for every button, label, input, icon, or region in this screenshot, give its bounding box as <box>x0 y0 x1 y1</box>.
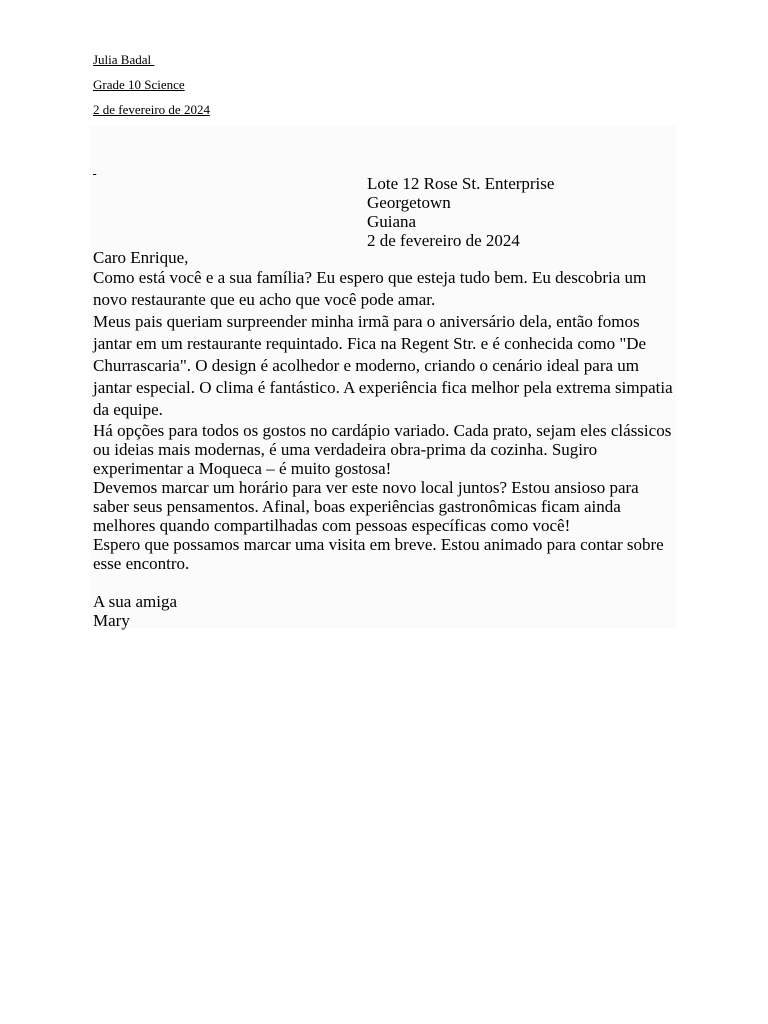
paragraph-3: Há opções para todos os gostos no cardápio variado. Cada prato, sejam eles clássicos ou ideias mais modernas, é uma verdadeira obra-prima da cozinha. Sugiro experimentar a Moqueca – é muito gostosa! <box>93 421 672 478</box>
salutation: Caro Enrique, <box>93 248 189 267</box>
letter-date: 2 de fevereiro de 2024 <box>367 231 520 250</box>
paragraph-4: Devemos marcar um horário para ver este novo local juntos? Estou ansioso para saber seus pensamentos. Afinal, boas experiências gastronômicas ficam ainda melhores quando compartilhadas com pessoas específicas como você! <box>93 478 639 535</box>
closing: A sua amiga <box>93 592 178 611</box>
blank-marker <box>93 161 96 177</box>
sender-address <box>367 174 554 250</box>
header-date: 2 de fevereiro de 2024 <box>93 102 210 117</box>
paragraph-2: Meus pais queriam surpreender minha irmã para o aniversário dela, então fomos jantar em um restaurante requintado. Fica na Regent Str. e é conhecida como "De Churrascaria". O design é acolhedor e moderno, criando o cenário ideal para um jantar especial. O clima é fantástico. A experiência fica melhor pela extrema simpatia da equipe. <box>93 312 673 419</box>
grade-line: Grade 10 Science <box>93 77 185 92</box>
signature: Mary <box>93 611 130 630</box>
address-line-2: Georgetown <box>367 193 451 212</box>
blank-line <box>93 573 673 592</box>
address-line-3: Guiana <box>367 212 417 231</box>
paragraph-1: Como está você e a sua família? Eu espero que esteja tudo bem. Eu descobria um novo restaurante que eu acho que você pode amar. <box>93 268 647 309</box>
address-line-1: Lote 12 Rose St. Enterprise <box>367 174 555 193</box>
letter-body <box>93 248 673 630</box>
student-name: Julia Badal <box>93 52 155 67</box>
paragraph-5: Espero que possamos marcar uma visita em breve. Estou animado para contar sobre esse encontro. <box>93 535 664 573</box>
